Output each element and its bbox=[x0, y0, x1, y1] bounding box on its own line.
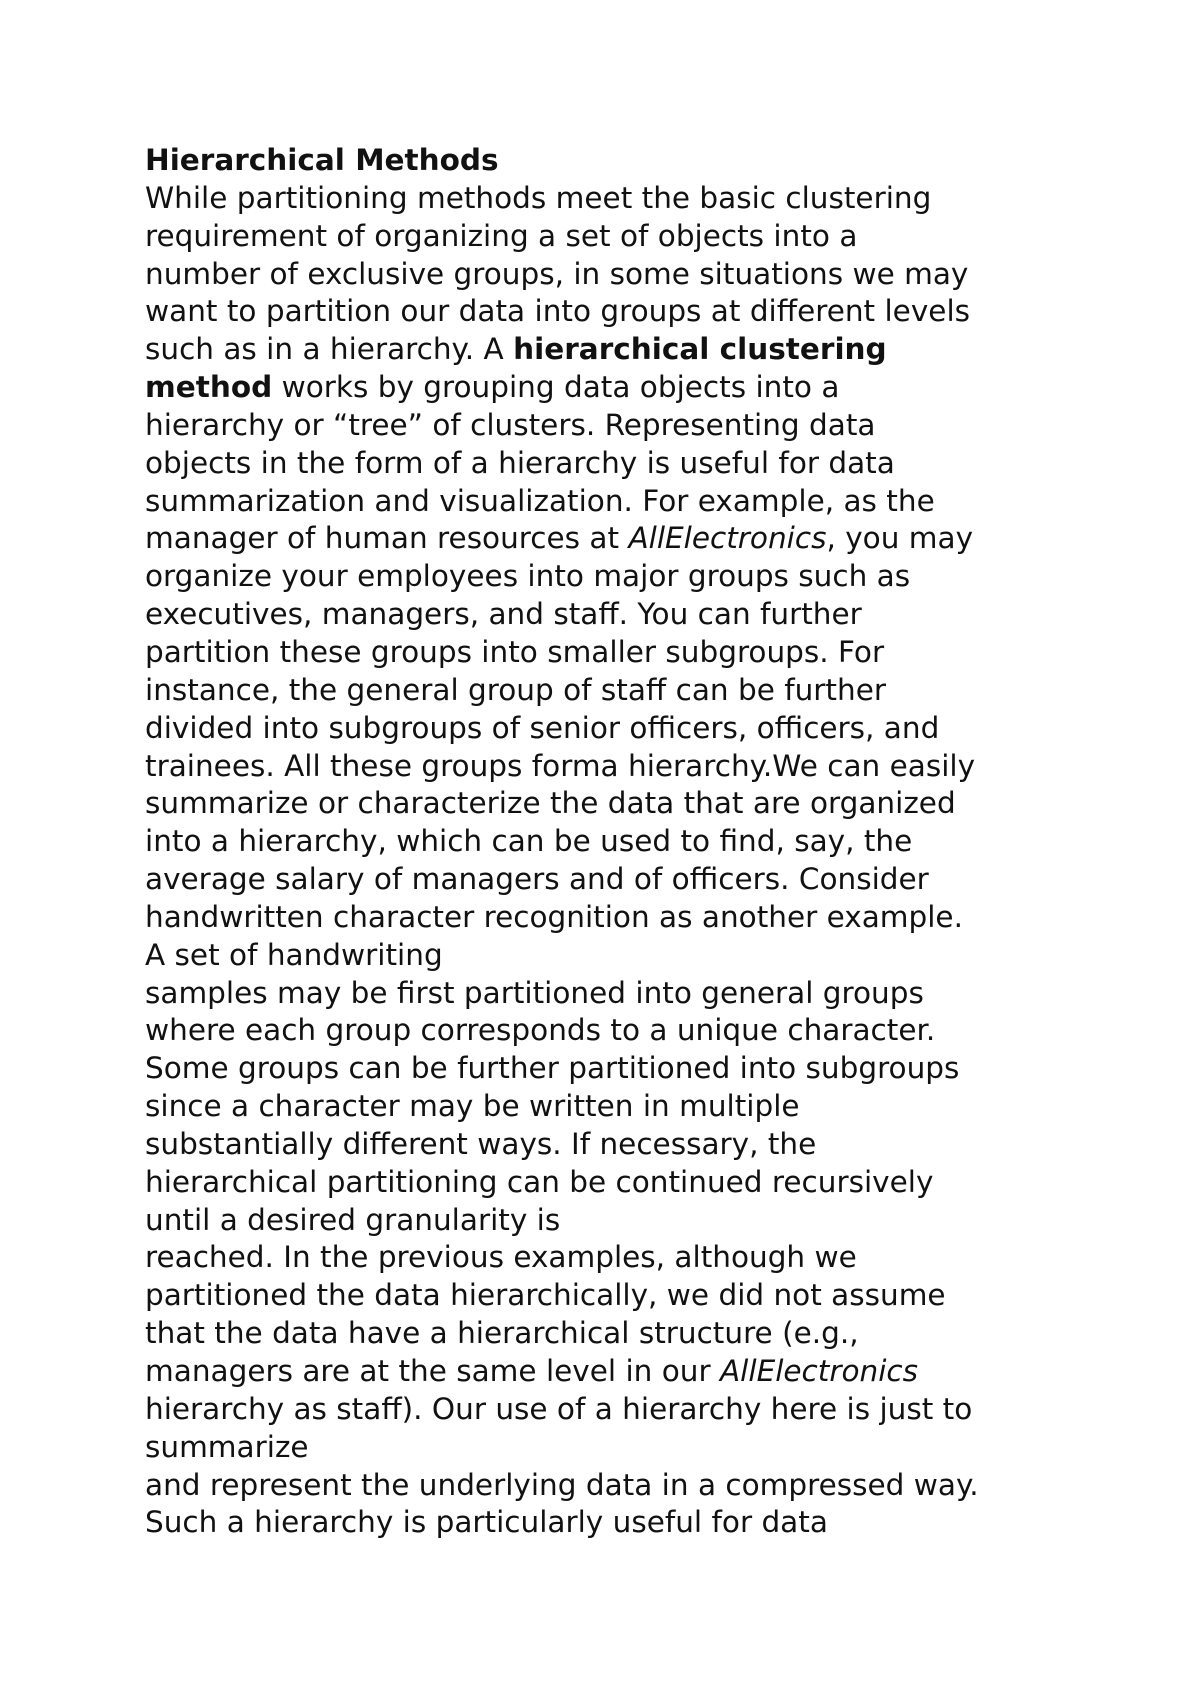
text-line bbox=[145, 293, 1155, 331]
text-line bbox=[145, 785, 1155, 823]
text-span: instance, the general group of staff can be further bbox=[145, 672, 886, 707]
text-span: objects in the form of a hierarchy is useful for data bbox=[145, 445, 895, 480]
text-line bbox=[145, 861, 1155, 899]
text-span: divided into subgroups of senior officers, officers, and bbox=[145, 710, 940, 745]
text-line bbox=[145, 1012, 1155, 1050]
text-span: manager of human resources at bbox=[145, 521, 629, 556]
text-span: and represent the underlying data in a compressed way. bbox=[145, 1467, 979, 1502]
text-span: Such a hierarchy is particularly useful for data bbox=[145, 1505, 828, 1540]
section-heading: Hierarchical Methods bbox=[145, 143, 499, 177]
text-line bbox=[145, 1504, 1155, 1542]
text-span: hierarchy or “tree” of clusters. Representing data bbox=[145, 407, 876, 442]
text-line bbox=[145, 596, 1155, 634]
text-span: such as in a hierarchy. A bbox=[145, 332, 514, 367]
text-line bbox=[145, 1088, 1155, 1126]
text-line bbox=[145, 1277, 1155, 1315]
text-line bbox=[145, 445, 1155, 483]
text-line bbox=[145, 369, 1155, 407]
text-span: organize your employees into major groups such as bbox=[145, 559, 911, 594]
text-span: into a hierarchy, which can be used to find, say, the bbox=[145, 824, 913, 859]
text-line bbox=[145, 748, 1155, 786]
text-span: reached. In the previous examples, although we bbox=[145, 1240, 857, 1275]
text-span: samples may be first partitioned into general groups bbox=[145, 975, 924, 1010]
text-line bbox=[145, 520, 1155, 558]
text-span: summarize bbox=[145, 1429, 309, 1464]
text-span: trainees. All these groups forma hierarchy.We can easily bbox=[145, 748, 976, 783]
text-line bbox=[145, 672, 1155, 710]
text-line bbox=[145, 1429, 1155, 1467]
bold-text: method bbox=[145, 370, 273, 405]
text-span: number of exclusive groups, in some situations we may bbox=[145, 256, 969, 291]
text-line bbox=[145, 256, 1155, 294]
text-line bbox=[145, 331, 1155, 369]
italic-text: AllElectronics bbox=[720, 1354, 919, 1388]
text-span: since a character may be written in multiple bbox=[145, 1089, 800, 1124]
text-line bbox=[145, 1467, 1155, 1505]
text-span: summarization and visualization. For example, as the bbox=[145, 483, 935, 518]
text-span: A set of handwriting bbox=[145, 937, 443, 972]
text-span: until a desired granularity is bbox=[145, 1202, 561, 1237]
text-line bbox=[145, 1202, 1155, 1240]
text-line bbox=[145, 558, 1155, 596]
text-span: , you may bbox=[826, 521, 974, 556]
text-line bbox=[145, 823, 1155, 861]
text-span: summarize or characterize the data that are organized bbox=[145, 786, 956, 821]
text-line bbox=[145, 899, 1155, 937]
text-line bbox=[145, 1050, 1155, 1088]
text-line bbox=[145, 710, 1155, 748]
text-span: Some groups can be further partitioned into subgroups bbox=[145, 1051, 960, 1086]
bold-text: hierarchical clustering bbox=[513, 332, 887, 367]
text-span: While partitioning methods meet the basic clustering bbox=[145, 180, 932, 215]
text-span: works by grouping data objects into a bbox=[272, 370, 840, 405]
text-line bbox=[145, 937, 1155, 975]
text-span: that the data have a hierarchical structure (e.g., bbox=[145, 1316, 859, 1351]
text-span: requirement of organizing a set of objects into a bbox=[145, 218, 858, 253]
text-span: managers are at the same level in our bbox=[145, 1354, 720, 1388]
text-span: partition these groups into smaller subgroups. For bbox=[145, 634, 885, 669]
text-line bbox=[145, 1353, 1155, 1391]
text-span: where each group corresponds to a unique character. bbox=[145, 1013, 936, 1048]
text-line bbox=[145, 483, 1155, 521]
italic-text: AllElectronics bbox=[628, 521, 827, 556]
text-span: substantially different ways. If necessary, the bbox=[145, 1126, 817, 1161]
text-line bbox=[145, 1126, 1155, 1164]
text-line bbox=[145, 975, 1155, 1013]
text-line bbox=[145, 634, 1155, 672]
text-span: hierarchy as staff). Our use of a hierarchy here is just to bbox=[145, 1391, 973, 1426]
text-span: partitioned the data hierarchically, we did not assume bbox=[145, 1278, 946, 1313]
text-line bbox=[145, 1315, 1155, 1353]
text-line bbox=[145, 1391, 1155, 1429]
text-line bbox=[145, 218, 1155, 256]
text-span: hierarchical partitioning can be continued recursively bbox=[145, 1164, 934, 1199]
document-body bbox=[145, 142, 1155, 1542]
text-line bbox=[145, 1239, 1155, 1277]
text-span: handwritten character recognition as another example. bbox=[145, 899, 963, 934]
text-line bbox=[145, 1164, 1155, 1202]
text-span: want to partition our data into groups at different levels bbox=[145, 294, 971, 329]
text-line bbox=[145, 180, 1155, 218]
text-span: average salary of managers and of officers. Consider bbox=[145, 862, 929, 897]
text-span: executives, managers, and staff. You can further bbox=[145, 597, 862, 632]
text-line bbox=[145, 407, 1155, 445]
